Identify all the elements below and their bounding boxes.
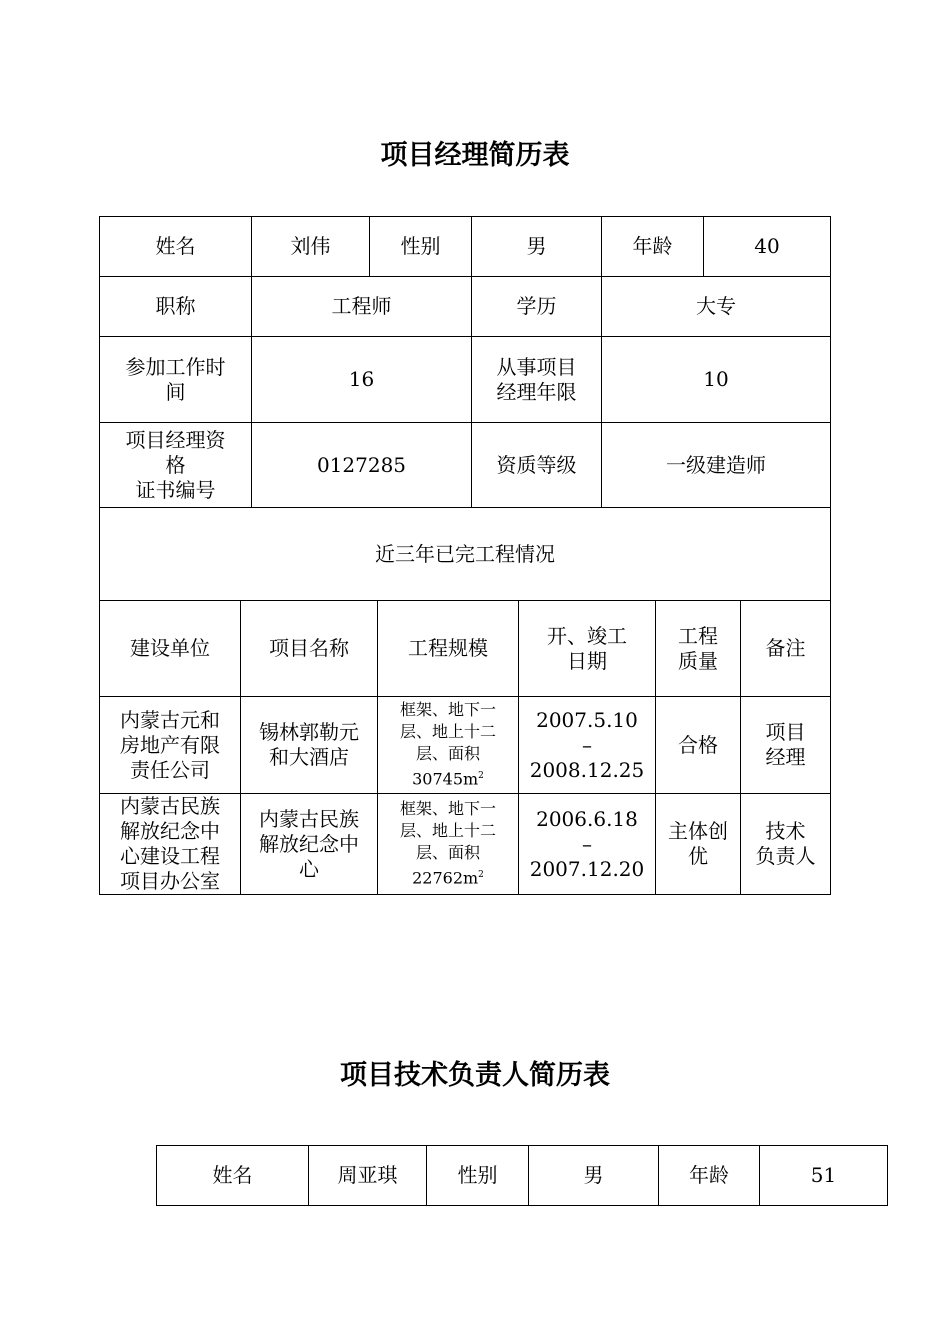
work-time-label-line: 参加工作时 bbox=[125, 354, 226, 379]
client-line: 房地产有限 bbox=[120, 732, 220, 757]
quality-line: 主体创 bbox=[668, 819, 728, 843]
client-line: 项目办公室 bbox=[120, 869, 220, 893]
pm-years-label bbox=[472, 337, 602, 423]
age-label: 年龄 bbox=[602, 217, 704, 277]
project-line: 内蒙古民族 bbox=[259, 806, 359, 831]
quality-cell bbox=[656, 794, 741, 895]
date-separator: – bbox=[582, 732, 592, 757]
col-project: 项目名称 bbox=[241, 601, 378, 697]
col-dates bbox=[519, 601, 656, 697]
client-cell bbox=[100, 794, 241, 895]
scale-area-unit-exponent: 2 bbox=[478, 870, 484, 881]
qualification-value: 一级建造师 bbox=[602, 423, 831, 508]
remark-line: 项目 bbox=[765, 720, 806, 744]
table-row bbox=[100, 794, 831, 895]
page-title-pm: 项目经理简历表 bbox=[380, 140, 570, 171]
project-line: 解放纪念中 bbox=[259, 831, 359, 856]
quality-line: 优 bbox=[688, 844, 708, 868]
cert-number: 0127285 bbox=[252, 423, 472, 508]
qualification-label: 资质等级 bbox=[472, 423, 602, 508]
col-remark: 备注 bbox=[741, 601, 831, 697]
scale-cell bbox=[378, 697, 519, 794]
gender-value: 男 bbox=[529, 1146, 659, 1206]
cert-label-line: 项目经理资 bbox=[125, 427, 226, 452]
work-time-label-line: 间 bbox=[165, 379, 186, 404]
dates-cell bbox=[519, 794, 656, 895]
end-date: 2007.12.20 bbox=[529, 856, 645, 881]
projects-header-row bbox=[100, 601, 831, 697]
project-cell bbox=[241, 697, 378, 794]
name-label: 姓名 bbox=[100, 217, 252, 277]
cert-label-line: 证书编号 bbox=[135, 477, 216, 502]
project-cell bbox=[241, 794, 378, 895]
dates-cell bbox=[519, 697, 656, 794]
client-line: 内蒙古民族 bbox=[120, 794, 220, 818]
col-quality-line: 质量 bbox=[678, 648, 718, 673]
remark-cell bbox=[741, 794, 831, 895]
client-line: 责任公司 bbox=[130, 757, 210, 782]
scale-line: 层、地上十二 bbox=[399, 821, 496, 841]
scale-line: 层、地上十二 bbox=[399, 722, 496, 742]
col-scale: 工程规模 bbox=[378, 601, 519, 697]
pm-years-value: 10 bbox=[602, 337, 831, 423]
project-line: 和大酒店 bbox=[269, 745, 349, 769]
name-label: 姓名 bbox=[157, 1146, 309, 1206]
projects-section-header: 近三年已完工程情况 bbox=[100, 508, 831, 601]
education-label: 学历 bbox=[472, 277, 602, 337]
project-line: 心 bbox=[299, 856, 319, 881]
education-value: 大专 bbox=[602, 277, 831, 337]
scale-line: 层、面积 bbox=[415, 843, 480, 863]
remark-line: 负责人 bbox=[755, 844, 816, 868]
job-title-value: 工程师 bbox=[252, 277, 472, 337]
start-date: 2006.6.18 bbox=[536, 806, 638, 831]
scale-area bbox=[380, 765, 516, 790]
date-separator: – bbox=[582, 831, 592, 856]
col-dates-line: 日期 bbox=[567, 648, 607, 673]
scale-line: 框架、地下一 bbox=[399, 700, 496, 720]
scale-cell bbox=[378, 794, 519, 895]
quality-cell: 合格 bbox=[656, 697, 741, 794]
page-title-tech-lead: 项目技术负责人简历表 bbox=[340, 1060, 610, 1091]
scale-area-unit-exponent: 2 bbox=[478, 771, 484, 782]
name-value: 周亚琪 bbox=[309, 1146, 427, 1206]
tech-lead-info-table bbox=[156, 1145, 888, 1206]
name-value: 刘伟 bbox=[252, 217, 370, 277]
remark-line: 经理 bbox=[765, 745, 806, 769]
remark-line: 技术 bbox=[765, 819, 806, 843]
remark-cell bbox=[741, 697, 831, 794]
gender-label: 性别 bbox=[370, 217, 472, 277]
scale-line: 框架、地下一 bbox=[399, 799, 496, 819]
table-row bbox=[100, 697, 831, 794]
scale-area-value: 22762m bbox=[412, 868, 479, 888]
col-dates-line: 开、竣工 bbox=[547, 623, 627, 648]
col-quality-line: 工程 bbox=[678, 623, 718, 648]
pm-years-label-line: 从事项目 bbox=[496, 354, 577, 379]
work-time-label bbox=[100, 337, 252, 423]
work-time-value: 16 bbox=[252, 337, 472, 423]
cert-label bbox=[100, 423, 252, 508]
pm-info-table bbox=[99, 216, 831, 601]
job-title-label: 职称 bbox=[100, 277, 252, 337]
scale-area-value: 30745m bbox=[412, 769, 479, 789]
cert-label-line: 格 bbox=[165, 452, 186, 477]
age-value: 51 bbox=[760, 1146, 888, 1206]
projects-table bbox=[99, 600, 831, 895]
client-line: 解放纪念中 bbox=[120, 819, 220, 843]
client-line: 心建设工程 bbox=[120, 844, 220, 868]
client-cell bbox=[100, 697, 241, 794]
start-date: 2007.5.10 bbox=[536, 707, 638, 732]
project-line: 锡林郭勒元 bbox=[259, 720, 359, 744]
end-date: 2008.12.25 bbox=[529, 757, 645, 782]
col-client: 建设单位 bbox=[100, 601, 241, 697]
client-line: 内蒙古元和 bbox=[120, 707, 220, 732]
age-label: 年龄 bbox=[659, 1146, 760, 1206]
col-quality bbox=[656, 601, 741, 697]
scale-area bbox=[380, 864, 516, 889]
gender-value: 男 bbox=[472, 217, 602, 277]
gender-label: 性别 bbox=[427, 1146, 529, 1206]
scale-line: 层、面积 bbox=[415, 744, 480, 764]
age-value: 40 bbox=[704, 217, 831, 277]
pm-years-label-line: 经理年限 bbox=[496, 379, 577, 404]
